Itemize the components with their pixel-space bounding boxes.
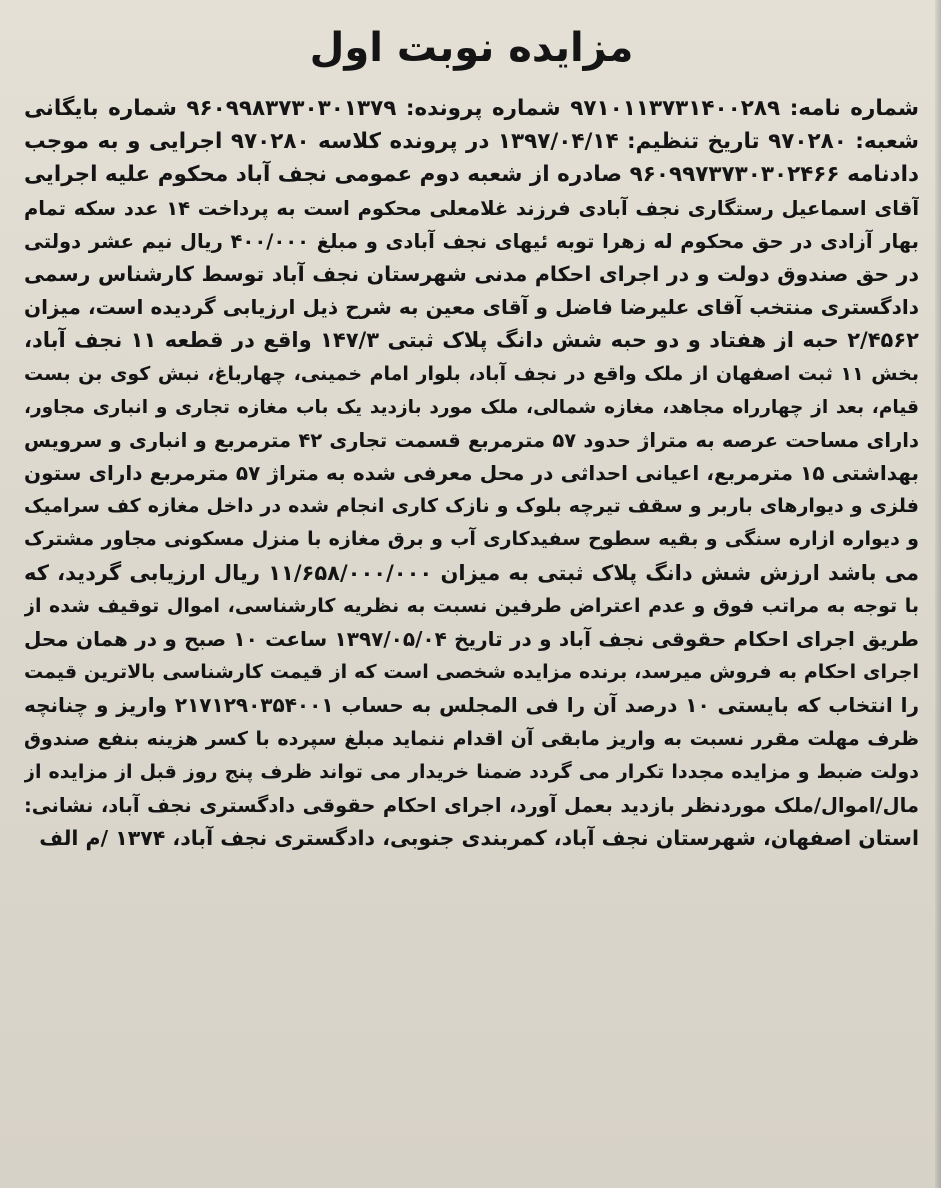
notice-line: طریق اجرای احکام حقوقی نجف آباد و در تاریخ ۱۳۹۷/۰۵/۰۴ ساعت ۱۰ صبح و در همان محل <box>24 627 919 651</box>
notice-title: مزایده نوبت اول <box>309 25 634 71</box>
notice-line: اجرای احکام به فروش میرسد، برنده مزایده شخصی است که از قیمت کارشناسی بالاترین قیمت <box>24 661 919 684</box>
notice-line: استان اصفهان، شهرستان نجف آباد، کمربندی جنوبی، دادگستری نجف آباد، ۱۳۷۴ /م الف <box>39 826 919 851</box>
notice-line: بهداشتی ۱۵ مترمربع، اعیانی احداثی در محل معرفی شده به متراژ ۵۷ مترمربع دارای ستون <box>24 461 919 486</box>
notice-line: دارای مساحت عرصه به متراژ حدود ۵۷ مترمربع قسمت تجاری ۴۲ مترمربع و انباری و سرویس <box>24 428 919 452</box>
notice-line: دادگستری منتخب آقای علیرضا فاضل و آقای معین به شرح ذیل ارزیابی گردیده است، میزان <box>24 295 919 320</box>
notice-line: قیام، بعد از چهارراه مجاهد، مغازه شمالی، ملک مورد بازدید یک باب مغازه تجاری و انباری مجاور، <box>24 396 919 418</box>
notice-line: دولت ضبط و مزایده مجددا تکرار می گردد ضمنا خریدار می تواند ظرف پنج روز قبل از مزایده از <box>24 760 919 783</box>
notice-line: آقای اسماعیل رستگاری نجف آبادی فرزند غلامعلی محکوم است به پرداخت ۱۴ عدد سکه تمام <box>24 196 919 220</box>
notice-line: بخش ۱۱ ثبت اصفهان از ملک واقع در نجف آباد، بلوار امام خمینی، چهارباغ، نبش کوی بن بست <box>24 362 919 385</box>
paper-fold-shadow <box>935 0 941 1188</box>
notice-line: ظرف مهلت مقرر نسبت به واریز مابقی آن اقدام ننماید مبلغ سپرده با کسر هزینه بنفع صندوق <box>24 727 919 750</box>
notice-line: شماره نامه: ۹۷۱۰۱۱۳۷۳۱۴۰۰۲۸۹ شماره پرونده: ۹۶۰۹۹۸۳۷۳۰۳۰۱۳۷۹ شماره بایگانی <box>24 96 919 121</box>
notice-line: و دیواره ازاره سنگی و بقیه سطوح سفیدکاری آب و برق مغازه با منزل مسکونی مجاور مشترک <box>24 528 919 551</box>
notice-line: فلزی و دیوارهای باربر و سقف تیرچه بلوک و نازک کاری انجام شده در داخل مغازه کف سرامیک <box>24 495 919 518</box>
notice-line: می باشد ارزش شش دانگ پلاک ثبتی به میزان ۱۱/۶۵۸/۰۰۰/۰۰۰ ریال ارزیابی گردید، که <box>24 560 919 585</box>
notice-line: در حق صندوق دولت و در اجرای احکام مدنی شهرستان نجف آباد توسط کارشناس رسمی <box>24 261 919 286</box>
notice-line: ۲/۴۵۶۲ حبه از هفتاد و دو حبه شش دانگ پلاک ثبتی ۱۴۷/۳ واقع در قطعه ۱۱ نجف آباد، <box>24 328 919 353</box>
notice-line: بهار آزادی در حق محکوم له زهرا توبه ئیهای نجف آبادی و مبلغ ۴۰۰/۰۰۰ ریال نیم عشر دولتی <box>24 229 919 253</box>
notice-body <box>24 92 919 855</box>
notice-line: شعبه: ۹۷۰۲۸۰ تاریخ تنظیم: ۱۳۹۷/۰۴/۱۴ در پرونده کلاسه ۹۷۰۲۸۰ اجرایی و به موجب <box>24 129 919 155</box>
notice-line: مال/اموال/ملک موردنظر بازدید بعمل آورد، اجرای احکام حقوقی دادگستری نجف آباد، نشانی: <box>24 793 919 817</box>
notice-line: دادنامه ۹۶۰۹۹۷۳۷۳۰۳۰۲۴۶۶ صادره از شعبه دوم عمومی نجف آباد محکوم علیه اجرایی <box>24 162 919 188</box>
notice-line: را انتخاب که بایستی ۱۰ درصد آن را فی المجلس به حساب ۲۱۷۱۲۹۰۳۵۴۰۰۱ واریز و چنانچه <box>24 693 919 718</box>
notice-line: با توجه به مراتب فوق و عدم اعتراض طرفین نسبت به نظریه کارشناسی، اموال توقیف شده از <box>24 594 919 617</box>
